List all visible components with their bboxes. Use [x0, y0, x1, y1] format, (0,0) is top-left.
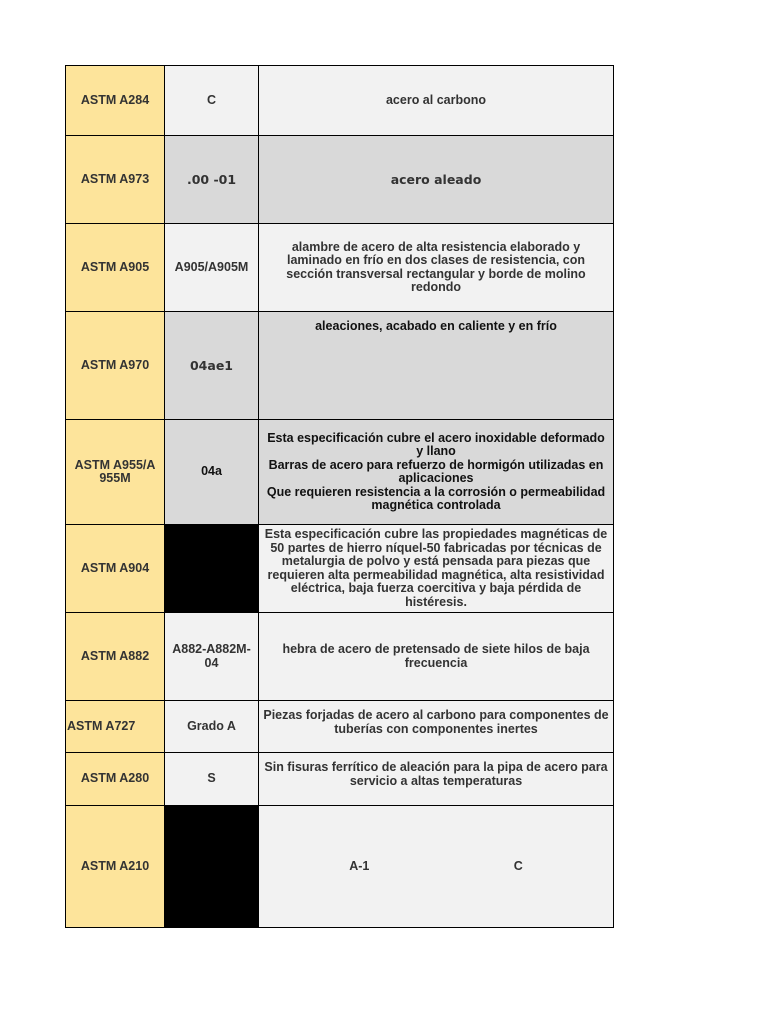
grade-cell: .00 -01 [165, 136, 259, 224]
grade-cell: S [165, 753, 259, 806]
table-row [66, 701, 614, 753]
description-line: Que requieren resistencia a la corrosión o permeabilidad magnética controlada [266, 484, 606, 512]
astm-code-cell: ASTM A955/A 955M [66, 420, 165, 525]
description-part: C [513, 858, 523, 873]
table-row [66, 224, 614, 312]
table-row [66, 613, 614, 701]
table-row [66, 420, 614, 525]
description-cell [259, 806, 614, 928]
astm-code-cell: ASTM A210 [66, 806, 165, 928]
astm-code-cell: ASTM A882 [66, 613, 165, 701]
description-cell: Sin fisuras ferrítico de aleación para la pipa de acero para servicio a altas temperaturas [259, 753, 614, 806]
astm-code-cell: ASTM A904 [66, 525, 165, 613]
grade-cell-blank [165, 525, 259, 613]
astm-code-cell: ASTM A280 [66, 753, 165, 806]
description-cell: acero aleado [259, 136, 614, 224]
grade-cell: A905/A905M [165, 224, 259, 312]
grade-cell: Grado A [165, 701, 259, 753]
astm-code-cell: ASTM A970 [66, 312, 165, 420]
table-row [66, 312, 614, 420]
description-cell: Esta especificación cubre las propiedades magnéticas de 50 partes de hierro níquel-50 fabricadas por técnicas de metalurgia de polvo y está pensada para piezas que requieren alta permeabilidad magnética, alta resistividad eléctrica, baja fuerza coercitiva y baja pérdida de histéresis. [259, 525, 614, 613]
table-row [66, 753, 614, 806]
astm-code-cell: ASTM A284 [66, 66, 165, 136]
astm-code-cell: ASTM A973 [66, 136, 165, 224]
grade-cell: A882-A882M-04 [165, 613, 259, 701]
description-line: Esta especificación cubre el acero inoxidable deformado y llano [267, 430, 605, 458]
description-cell: hebra de acero de pretensado de siete hilos de baja frecuencia [259, 613, 614, 701]
description-cell: Piezas forjadas de acero al carbono para componentes de tuberías con componentes inertes [259, 701, 614, 753]
astm-code-cell: ASTM A905 [66, 224, 165, 312]
description-cell [259, 420, 614, 525]
description-part: A-1 [349, 858, 370, 873]
table-row [66, 806, 614, 928]
description-cell: alambre de acero de alta resistencia elaborado y laminado en frío en dos clases de resistencia, con sección transversal rectangular y borde de molino redondo [259, 224, 614, 312]
grade-cell-blank [165, 806, 259, 928]
description-line: Barras de acero para refuerzo de hormigón utilizadas en aplicaciones [268, 457, 604, 485]
table-row [66, 136, 614, 224]
astm-spec-table [65, 65, 614, 928]
grade-cell: 04ae1 [165, 312, 259, 420]
astm-code-cell: ASTM A727 [66, 701, 165, 753]
description-cell: acero al carbono [259, 66, 614, 136]
grade-cell: 04a [165, 420, 259, 525]
description-cell: aleaciones, acabado en caliente y en frío [259, 312, 614, 420]
grade-cell: C [165, 66, 259, 136]
table-row [66, 66, 614, 136]
table-row [66, 525, 614, 613]
